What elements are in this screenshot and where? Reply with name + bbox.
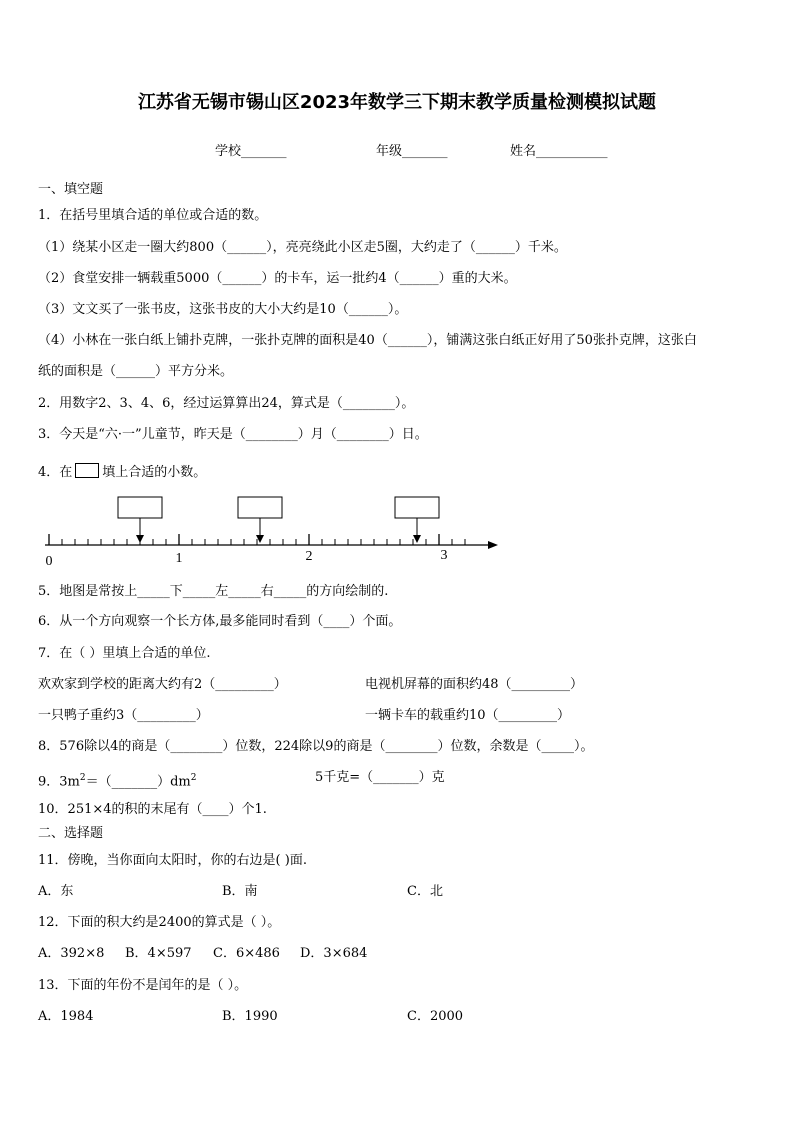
- question-4-post: 填上合适的小数。: [102, 465, 207, 480]
- question-1-part-4a: （4）小林在一张白纸上铺扑克牌，一张扑克牌的面积是40（______），铺满这张白纸正好用了50张扑克牌，这张白: [38, 333, 697, 348]
- question-2: 2．用数字2、3、4、6，经过运算算出24，算式是（________）。: [38, 396, 415, 411]
- pointer-arrow-icon: [136, 535, 144, 543]
- question-13-stem: 13．下面的年份不是闰年的是（ ）。: [38, 978, 248, 993]
- arrow-icon: [488, 541, 498, 549]
- question-6: 6．从一个方向观察一个长方体,最多能同时看到（____）个面。: [38, 614, 402, 629]
- section-fill-in: 一、填空题: [38, 182, 104, 197]
- question-9-a: [38, 770, 197, 790]
- question-7-c: 一只鸭子重约3（_________）: [38, 708, 209, 723]
- question-12-option-a[interactable]: A．392×8: [38, 946, 105, 961]
- question-1-part-3: （3）文文买了一张书皮，这张书皮的大小大约是10（______）。: [38, 302, 408, 317]
- school-field[interactable]: 学校_______: [215, 144, 287, 159]
- question-7-a: 欢欢家到学校的距离大约有2（_________）: [38, 677, 287, 692]
- page-title: 江苏省无锡市锡山区2023年数学三下期末教学质量检测模拟试题: [137, 92, 657, 113]
- question-11-option-c[interactable]: C．北: [407, 884, 443, 899]
- grade-field[interactable]: 年级_______: [376, 144, 448, 159]
- question-8: 8．576除以4的商是（________）位数，224除以9的商是（________）位数，余数是（_____）。: [38, 739, 594, 754]
- question-7-b: 电视机屏幕的面积约48（_________）: [365, 677, 584, 692]
- question-4: [38, 463, 206, 481]
- question-13-option-b[interactable]: B．1990: [222, 1009, 278, 1024]
- question-4-pre: 4．在: [38, 465, 73, 480]
- tick-label-0: 0: [45, 554, 53, 569]
- tick-label-1: 1: [175, 551, 183, 566]
- q9-a-sup: 2: [79, 773, 86, 783]
- answer-box-2[interactable]: [238, 497, 282, 518]
- section-multiple-choice: 二、选择题: [38, 826, 104, 841]
- question-12-option-d[interactable]: D．3×684: [300, 946, 368, 961]
- answer-box-3[interactable]: [395, 497, 439, 518]
- question-11-option-a[interactable]: A．东: [38, 884, 74, 899]
- pointer-arrow-icon: [413, 535, 421, 543]
- question-11-stem: 11．傍晚，当你面向太阳时，你的右边是( )面.: [38, 853, 307, 868]
- name-field[interactable]: 姓名___________: [510, 144, 608, 159]
- question-10: 10．251×4的积的末尾有（____）个1.: [38, 802, 267, 817]
- q9-a-sup2: 2: [190, 773, 197, 783]
- question-12-option-b[interactable]: B．4×597: [125, 946, 192, 961]
- question-5: 5．地图是常按上_____下_____左_____右_____的方向绘制的.: [38, 584, 389, 599]
- answer-box-1[interactable]: [118, 497, 162, 518]
- question-7-stem: 7．在（ ）里填上合适的单位.: [38, 646, 211, 661]
- q9-a-pre: 9．3m: [38, 774, 80, 790]
- question-7-d: 一辆卡车的载重约10（_________）: [365, 708, 571, 723]
- question-1-part-4b: 纸的面积是（______）平方分米。: [38, 364, 234, 379]
- tick-label-2: 2: [305, 549, 313, 564]
- question-12-stem: 12．下面的积大约是2400的算式是（ ）。: [38, 915, 281, 930]
- question-11-option-b[interactable]: B．南: [222, 884, 258, 899]
- question-1-stem: 1．在括号里填合适的单位或合适的数。: [38, 208, 268, 223]
- tick-label-3: 3: [440, 548, 448, 563]
- q9-a-mid: ＝（_______）dm: [85, 774, 191, 790]
- answer-box-icon: [75, 463, 99, 478]
- question-3: 3．今天是“六·一”儿童节，昨天是（________）月（________）日。: [38, 427, 428, 442]
- question-1-part-2: （2）食堂安排一辆载重5000（______）的卡车，运一批约4（______）重的大米。: [38, 271, 517, 286]
- question-12-option-c[interactable]: C．6×486: [213, 946, 280, 961]
- question-13-option-a[interactable]: A．1984: [38, 1009, 94, 1024]
- number-line: [30, 490, 510, 570]
- question-13-option-c[interactable]: C．2000: [407, 1009, 464, 1024]
- question-9-b: 5千克=（_______）克: [315, 770, 445, 785]
- question-1-part-1: （1）绕某小区走一圈大约800（______），亮亮绕此小区走5圈，大约走了（______）千米。: [38, 240, 567, 255]
